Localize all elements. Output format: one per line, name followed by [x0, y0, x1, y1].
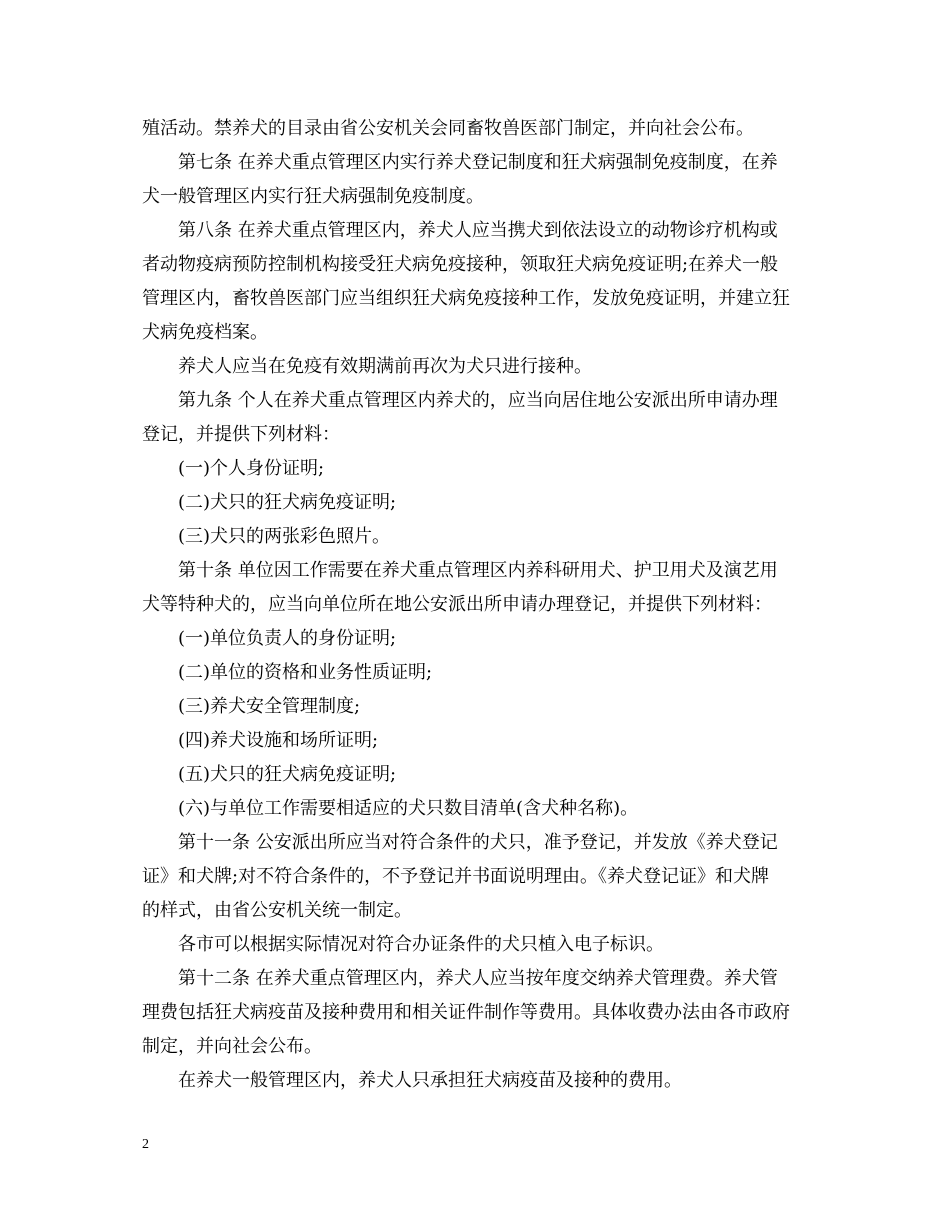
list-item: (四)养犬设施和场所证明; [178, 730, 379, 751]
text-line: 在养犬一般管理区内，养犬人只承担狂犬病疫苗及接种的费用。 [178, 1070, 682, 1091]
list-item: (二)单位的资格和业务性质证明; [178, 662, 433, 683]
text-line: 各市可以根据实际情况对符合办证条件的犬只植入电子标识。 [178, 934, 664, 955]
text-line: 第七条 在养犬重点管理区内实行养犬登记制度和狂犬病强制免疫制度，在养 [178, 152, 778, 173]
text-line: 第十二条 在养犬重点管理区内，养犬人应当按年度交纳养犬管理费。养犬管 [178, 968, 778, 989]
list-item: (三)犬只的两张彩色照片。 [178, 526, 391, 547]
text-line: 理费包括狂犬病疫苗及接种费用和相关证件制作等费用。具体收费办法由各市政府 [142, 1002, 790, 1023]
text-line: 第九条 个人在养犬重点管理区内养犬的，应当向居住地公安派出所申请办理 [178, 390, 778, 411]
text-line: 证》和犬牌;对不符合条件的，不予登记并书面说明理由。《养犬登记证》和犬牌 [142, 866, 770, 887]
text-line: 登记，并提供下列材料： [142, 424, 340, 445]
list-item: (五)犬只的狂犬病免疫证明; [178, 764, 397, 785]
list-item: (一)单位负责人的身份证明; [178, 628, 397, 649]
text-line: 犬等特种犬的，应当向单位所在地公安派出所申请办理登记，并提供下列材料： [142, 594, 772, 615]
text-line: 制定，并向社会公布。 [142, 1036, 322, 1057]
text-line: 的样式，由省公安机关统一制定。 [142, 900, 412, 921]
list-item: (一)个人身份证明; [178, 458, 325, 479]
list-item: (六)与单位工作需要相适应的犬只数目清单(含犬种名称)。 [178, 798, 639, 819]
text-line: 管理区内，畜牧兽医部门应当组织狂犬病免疫接种工作，发放免疫证明，并建立狂 [142, 288, 790, 309]
text-line: 犬病免疫档案。 [142, 322, 268, 343]
text-line: 第八条 在养犬重点管理区内，养犬人应当携犬到依法设立的动物诊疗机构或 [178, 220, 778, 241]
text-line: 养犬人应当在免疫有效期满前再次为犬只进行接种。 [178, 356, 592, 377]
text-line: 第十一条 公安派出所应当对符合条件的犬只，准予登记，并发放《养犬登记 [178, 832, 778, 853]
list-item: (三)养犬安全管理制度; [178, 696, 361, 717]
page-number: 2 [142, 1137, 149, 1152]
text-line: 犬一般管理区内实行狂犬病强制免疫制度。 [142, 186, 484, 207]
list-item: (二)犬只的狂犬病免疫证明; [178, 492, 397, 513]
text-line: 殖活动。禁养犬的目录由省公安机关会同畜牧兽医部门制定，并向社会公布。 [142, 118, 754, 139]
document-body [142, 112, 812, 1098]
text-line: 者动物疫病预防控制机构接受狂犬病免疫接种，领取狂犬病免疫证明;在养犬一般 [142, 254, 779, 275]
text-line: 第十条 单位因工作需要在养犬重点管理区内养科研用犬、护卫用犬及演艺用 [178, 560, 778, 581]
